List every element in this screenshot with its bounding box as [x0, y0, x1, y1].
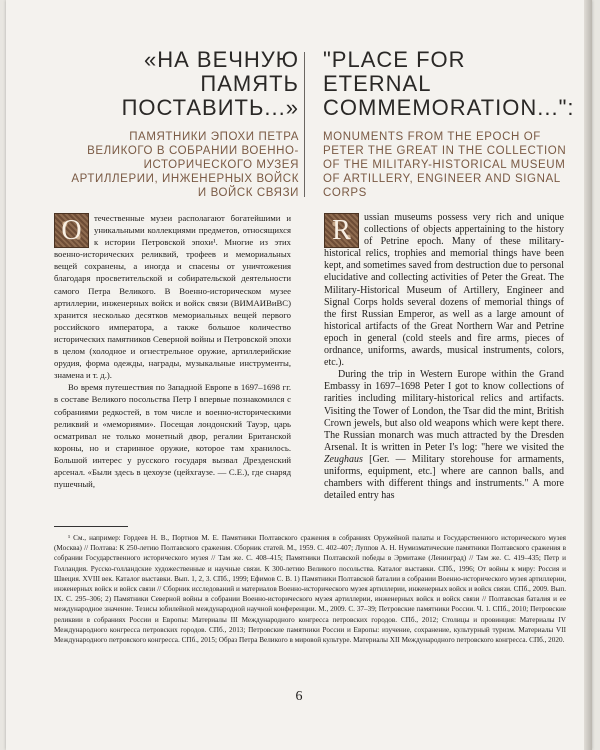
paragraph-russian-2: Во время путешествия по Западной Европе в 1697–1698 гг. в составе Великого посольства Петр I впервые познакомился с собраниями редкостей, в том числе и военно-историческими реликвий и «мемориями». Посещая лондонский Тауэр, царь осматривал не только монетный двор, регалии Британской короны, но и старинное оружие, которое там хранилось. Большой интерес у русского государя вызвал Дрезденский арсенал. «Были здесь в цехоузе (цейхгаузе. — С.Е.), где снаряд пушечный, — [54, 382, 291, 490]
body-column-english — [324, 212, 564, 502]
body-column-russian — [54, 212, 291, 490]
paragraph-english-2-italic: Zeughaus — [324, 453, 363, 465]
subtitle-english: MONUMENTS FROM THE EPOCH OF PETER THE GREAT IN THE COLLECTION OF THE MILITARY-HISTORICAL MUSEUM OF ARTILLERY, ENGINEER AND SIGNAL CORPS — [323, 131, 567, 199]
page-number: 6 — [295, 689, 303, 704]
paragraph-english-1 — [324, 212, 564, 369]
dropcap-english: R — [324, 213, 359, 248]
footnotes — [54, 533, 566, 645]
paragraph-russian-1-text: течественные музеи располагают богатейшими и уникальными коллекциями предметов, относящихся к истории Петровской эпохи¹. Многие из этих военно-исторических реликвий, трофеев и мемориальных вещей сохранены, а иногда и спасены от уничтожения благодаря просветительской и собирательской деятельности самого Петра Великого. В Военно-историческом музее артиллерии, инженерных войск и войск связи (ВИМАИВиВС) хранится несколько десятков мемориальных вещей первого российского императора, а также большое количество исторических памятников Северной войны и Петровской эпохи в целом (холодное и огнестрельное оружие, артиллерийские орудия, форма одежды, награды, музыкальные инструменты, знамена и т. д.). — [54, 213, 291, 381]
book-page — [6, 0, 592, 750]
title-english: "PLACE FOR ETERNAL COMMEMORATION...": — [323, 47, 575, 120]
subtitle-russian: ПАМЯТНИКИ ЭПОХИ ПЕТРА ВЕЛИКОГО В СОБРАНИИ ВОЕННО-ИСТОРИЧЕСКОГО МУЗЕЯ АРТИЛЛЕРИИ, ИНЖЕНЕРНЫХ ВОЙСК И ВОЙСК СВЯЗИ — [71, 131, 299, 199]
title-russian: «НА ВЕЧНУЮ ПАМЯТЬ ПОСТАВИТЬ...» — [121, 47, 299, 120]
heading-english — [323, 48, 573, 200]
paragraph-russian-1 — [54, 212, 291, 381]
heading-russian — [64, 48, 299, 200]
footnote-1: ¹ См., например: Гордеев Н. В., Портнов М. Е. Памятники Полтавского сражения в собраниях Оружейной палаты и Государственного исторического музея (Москва) // Полтава: К 250-летию Полтавского сражения. Сборник статей. М., 1959. С. 402–407; Луппов А. Н. Нумизматические памятники Полтавского сражения в собрании Государственного исторического музея // Там же. С. 408–415; Памятники Полтавской победы в Эрмитаже (Ленинград) // Там же. С. 419–435; Петр и Голландия. Русско-голландские художественные и научные связи. К 300-летию Великого посольства. Каталог выставки. СПб., 1996; От войны к миру: Россия и Швеция. XVIII век. Каталог выставки. Вып. 1, 2, 3. СПб., 1999; Ефимов С. В. 1) Памятники Полтавской баталии в собрании Военно-исторического музея артиллерии, инженерных войск и войск связи // Сборник исследований и материалов Военно-исторического музея артиллерии, инженерных войск и войск связи. СПб., 2009. Вып. IX. С. 295–306; 2) Памятники Северной войны в собрании Военно-исторического музея артиллерии, инженерных войск и войск связи // Полтавская баталия и ее международное значение. Тезисы юбилейной международной научной конференции. М., 2009. С. 37–39; Петровские памятники России. Ч. 1. СПб., 2010; Петровские реликвии в собраниях России и Европы: Материалы III Международного конгресса петровских городов. СПб., 2012; Столицы и провинция: Материалы IV Международного конгресса петровских городов. СПб., 2013; Петровские памятники России и Европы: изучение, сохранение, культурный туризм. Материалы VII Международного петровского конгресса. СПб., 2015; Образ Петра Великого в мировой культуре. Материалы XII Международного петровского конгресса. СПб., 2020. — [54, 534, 566, 645]
paragraph-english-2-text-a: During the trip in Western Europe within the Grand Embassy in 1697–1698 Peter I got to know collections of rarities including military-historical relics and artifacts. Visiting the Tower of London, the Tsar did the mint, British Crown jewels, but also old weapons which were kept there. The Russian monarch was much attracted by the Dresden Arsenal. It is written in Peter I's log: "here we visited the — [324, 369, 564, 453]
paragraph-english-2 — [324, 369, 564, 502]
dropcap-russian: О — [54, 213, 89, 248]
paragraph-english-2-text-b: [Ger. — Military storehouse for armaments, uniforms, equipment, etc.] where are cannon balls, and chambers with different things and instruments." A more detailed entry has — [324, 453, 564, 502]
heading-divider — [304, 52, 305, 197]
footnote-rule — [54, 526, 128, 527]
page-binding-shadow — [584, 0, 592, 750]
paragraph-english-1-text: ussian museums possess very rich and unique collections of objects appertaining to the history of Petrine epoch. Many of these military-historical relics, trophies and memorial things have been kept, and sometimes saved from destruction due to personal elucidative and collecting activities of Peter the Great. The Military-Historical Museum of Artillery, Engineer and Signal Corps holds several dozens of memorial things of the first Russian Emperor, as well as a large amount of historical artifacts of the Great Northern War and Petrine epoch in general (cold steels and fire arms, pieces of ordnance, uniforms, awards, musical instruments, colors, etc.). — [324, 212, 564, 369]
